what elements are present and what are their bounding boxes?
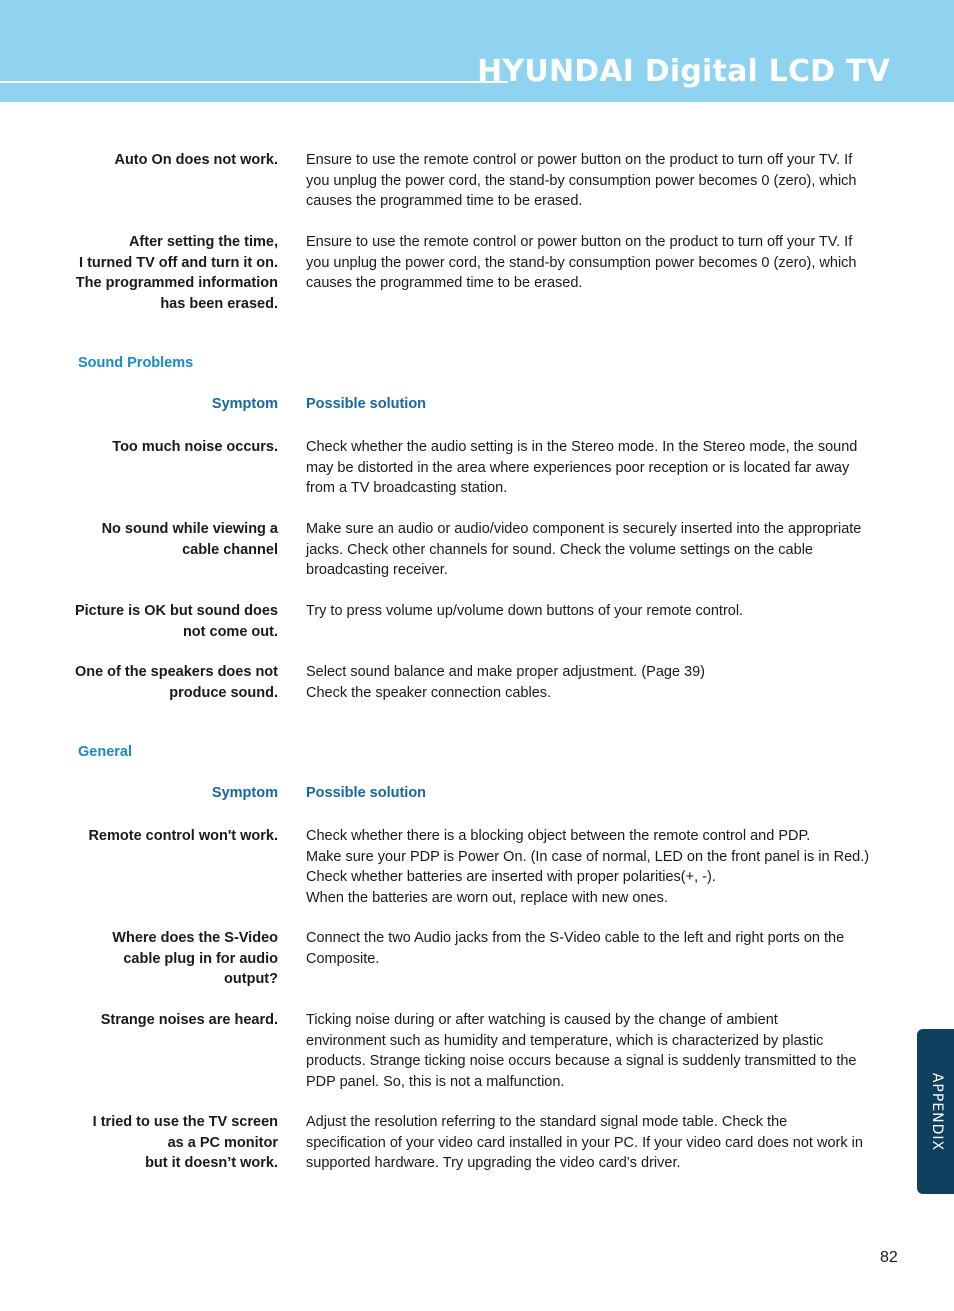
header-title: HYUNDAI Digital LCD TV — [477, 54, 890, 89]
column-header-solution: Possible solution — [306, 396, 427, 412]
solution-text: Select sound balance and make proper adjustment. (Page 39) Check the speaker connection cables. — [306, 664, 705, 701]
solution-text: Ticking noise during or after watching is caused by the change of ambient environment such as humidity and temperature, which is characterized by plastic products. Strange ticking noise occurs because a signal is suddenly transmitted to the PDP panel. So, this is not a malfunction. — [306, 1012, 857, 1090]
solution-text: Check whether there is a blocking object between the remote control and PDP. Make sure your PDP is Power On. (In case of normal, LED on the front panel is in Red.) Check whether batteries are inserted with proper polarities(+, -). When the batteries are worn out, replace with new ones. — [306, 828, 870, 906]
symptom-text: I tried to use the TV screen as a PC monitor but it doesn’t work. — [92, 1114, 278, 1171]
solution-text: Make sure an audio or audio/video component is securely inserted into the appropriate jacks. Check other channels for sound. Check the volume settings on the cable broadcasting receiver. — [306, 521, 862, 578]
appendix-side-tab — [917, 1029, 954, 1194]
symptom-text: After setting the time, I turned TV off and turn it on. The programmed information has been erased. — [75, 234, 278, 312]
solution-text: Adjust the resolution referring to the standard signal mode table. Check the specification of your video card installed in your PC. If your video card does not work in supported hardware. Try upgrading the video card’s driver. — [306, 1114, 863, 1171]
symptom-text: Where does the S-Video cable plug in for audio output? — [112, 930, 278, 987]
page-number: 82 — [880, 1249, 898, 1266]
solution-text: Connect the two Audio jacks from the S-Video cable to the left and right ports on the Composite. — [306, 930, 845, 967]
section-title-general: General — [78, 744, 132, 760]
solution-text: Ensure to use the remote control or power button on the product to turn off your TV. If you unplug the power cord, the stand-by consumption power becomes 0 (zero), which causes the programmed time to be erased. — [306, 234, 857, 291]
solution-text: Ensure to use the remote control or power button on the product to turn off your TV. If you unplug the power cord, the stand-by consumption power becomes 0 (zero), which causes the programmed time to be erased. — [306, 152, 857, 209]
column-header-solution: Possible solution — [306, 785, 427, 801]
symptom-text: Picture is OK but sound does not come out. — [74, 603, 278, 640]
side-tab-label: APPENDIX — [929, 1072, 945, 1151]
symptom-text: Remote control won't work. — [88, 828, 278, 844]
symptom-text: No sound while viewing a cable channel — [101, 521, 278, 558]
header-rule — [0, 81, 508, 83]
page-header-band — [0, 0, 954, 102]
column-header-symptom: Symptom — [211, 396, 278, 412]
column-header-symptom: Symptom — [211, 785, 278, 801]
symptom-text: Too much noise occurs. — [112, 439, 278, 455]
solution-text: Check whether the audio setting is in the Stereo mode. In the Stereo mode, the sound may be distorted in the area where experiences poor reception or is located far away from a TV broadcasting station. — [306, 439, 858, 496]
symptom-text: One of the speakers does not produce sound. — [74, 664, 278, 701]
section-title-sound: Sound Problems — [78, 355, 194, 371]
symptom-text: Strange noises are heard. — [100, 1012, 278, 1028]
solution-text: Try to press volume up/volume down buttons of your remote control. — [306, 603, 744, 619]
symptom-text: Auto On does not work. — [114, 152, 278, 168]
